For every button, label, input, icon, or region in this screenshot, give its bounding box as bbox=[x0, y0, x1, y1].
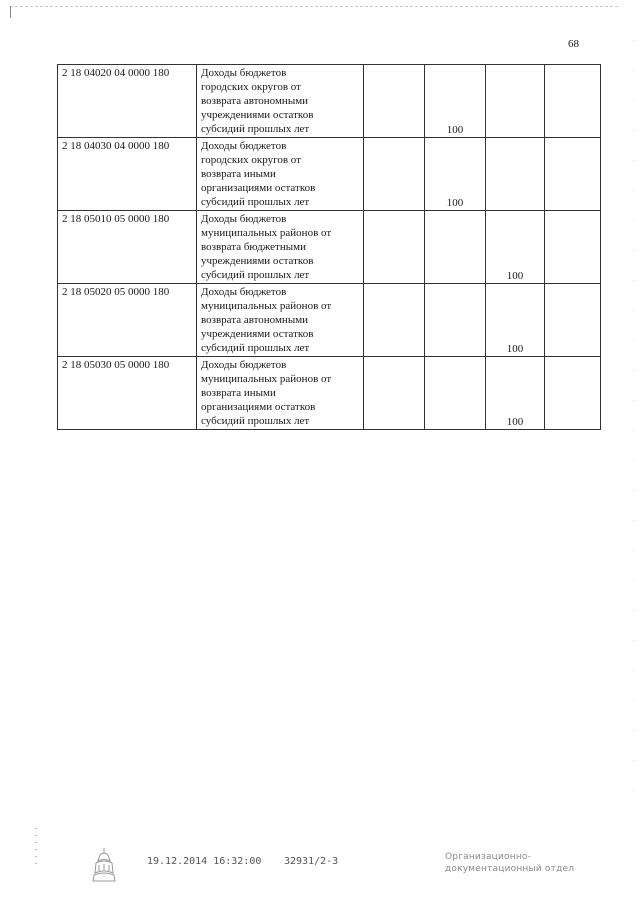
value-cell bbox=[425, 211, 486, 284]
department-stamp bbox=[445, 851, 574, 875]
description-line: муниципальных районов от bbox=[201, 300, 332, 312]
description-line: субсидий прошлых лет bbox=[201, 123, 310, 135]
footer-document-number: 32931/2-3 bbox=[284, 856, 339, 867]
value-cell bbox=[545, 284, 601, 357]
table-row bbox=[58, 138, 601, 211]
description-line: учреждениями остатков bbox=[201, 328, 314, 340]
value-cell: 100 bbox=[425, 65, 486, 138]
description-line: городских округов от bbox=[201, 154, 301, 166]
value-cell: 100 bbox=[425, 138, 486, 211]
table-row bbox=[58, 357, 601, 430]
budget-code-cell: 2 18 04030 04 0000 180 bbox=[58, 138, 197, 211]
table-row bbox=[58, 211, 601, 284]
scan-right-edge bbox=[633, 40, 634, 800]
description-cell bbox=[197, 211, 364, 284]
value-cell: 100 bbox=[486, 284, 545, 357]
scan-top-edge bbox=[10, 6, 618, 7]
value-cell: 100 bbox=[486, 357, 545, 430]
budget-code-cell: 2 18 05010 05 0000 180 bbox=[58, 211, 197, 284]
table-body bbox=[58, 65, 601, 430]
stamp-line-2: документационный отдел bbox=[445, 864, 575, 874]
description-cell bbox=[197, 65, 364, 138]
description-line: возврата иными bbox=[201, 168, 276, 180]
value-cell bbox=[364, 65, 425, 138]
description-line: Доходы бюджетов bbox=[201, 213, 287, 225]
description-line: субсидий прошлых лет bbox=[201, 269, 310, 281]
description-line: возврата иными bbox=[201, 387, 276, 399]
revenue-table bbox=[57, 64, 601, 430]
description-cell bbox=[197, 138, 364, 211]
description-cell bbox=[197, 284, 364, 357]
value-cell bbox=[364, 284, 425, 357]
description-line: муниципальных районов от bbox=[201, 373, 332, 385]
description-line: учреждениями остатков bbox=[201, 255, 314, 267]
table-row bbox=[58, 65, 601, 138]
table-row bbox=[58, 284, 601, 357]
description-line: субсидий прошлых лет bbox=[201, 342, 310, 354]
description-line: организациями остатков bbox=[201, 401, 316, 413]
description-line: Доходы бюджетов bbox=[201, 67, 287, 79]
stamp-line-1: Организационно- bbox=[445, 852, 532, 862]
value-cell bbox=[364, 138, 425, 211]
value-cell bbox=[545, 138, 601, 211]
description-line: Доходы бюджетов bbox=[201, 359, 287, 371]
description-line: организациями остатков bbox=[201, 182, 316, 194]
description-line: возврата бюджетными bbox=[201, 241, 306, 253]
value-cell: 100 bbox=[486, 211, 545, 284]
budget-code-cell: 2 18 05030 05 0000 180 bbox=[58, 357, 197, 430]
value-cell bbox=[545, 357, 601, 430]
description-line: субсидий прошлых лет bbox=[201, 415, 310, 427]
margin-dots bbox=[35, 828, 37, 868]
value-cell bbox=[364, 357, 425, 430]
description-line: городских округов от bbox=[201, 81, 301, 93]
description-line: учреждениями остатков bbox=[201, 109, 314, 121]
value-cell bbox=[364, 211, 425, 284]
value-cell bbox=[545, 65, 601, 138]
scan-corner-mark bbox=[10, 6, 11, 18]
footer-datetime: 19.12.2014 16:32:00 bbox=[147, 856, 262, 867]
budget-code-cell: 2 18 04020 04 0000 180 bbox=[58, 65, 197, 138]
page-number: 68 bbox=[568, 38, 579, 50]
value-cell bbox=[425, 284, 486, 357]
emblem-seal-icon bbox=[90, 845, 118, 885]
description-line: субсидий прошлых лет bbox=[201, 196, 310, 208]
value-cell bbox=[486, 138, 545, 211]
budget-code-cell: 2 18 05020 05 0000 180 bbox=[58, 284, 197, 357]
value-cell bbox=[425, 357, 486, 430]
description-line: муниципальных районов от bbox=[201, 227, 332, 239]
description-line: возврата автономными bbox=[201, 95, 309, 107]
value-cell bbox=[486, 65, 545, 138]
description-cell bbox=[197, 357, 364, 430]
description-line: Доходы бюджетов bbox=[201, 140, 287, 152]
description-line: Доходы бюджетов bbox=[201, 286, 287, 298]
value-cell bbox=[545, 211, 601, 284]
description-line: возврата автономными bbox=[201, 314, 309, 326]
